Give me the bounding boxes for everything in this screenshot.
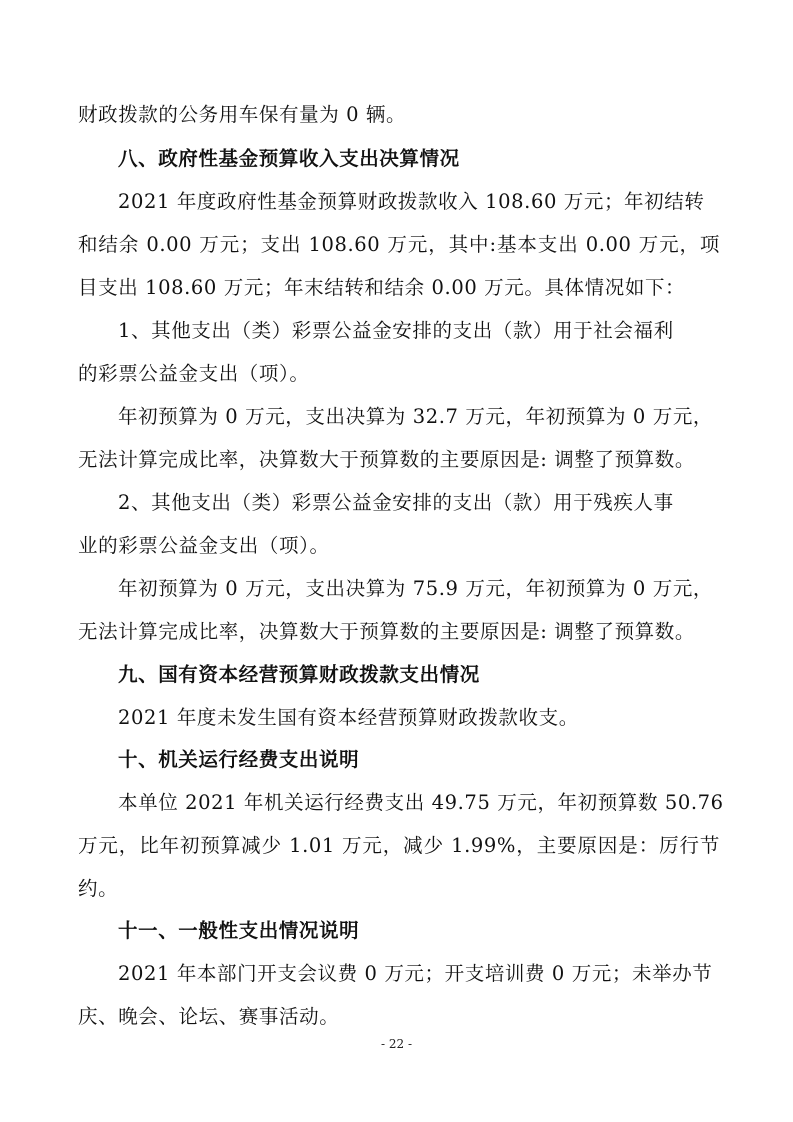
paragraph-line: 无法计算完成比率，决算数大于预算数的主要原因是: 调整了预算数。: [78, 620, 695, 643]
paragraph-line: 庆、晚会、论坛、赛事活动。: [78, 1005, 340, 1028]
paragraph-line: 无法计算完成比率，决算数大于预算数的主要原因是: 调整了预算数。: [78, 448, 695, 471]
paragraph-line: 和结余 0.00 万元；支出 108.60 万元，其中:基本支出 0.00 万元，项: [78, 233, 720, 256]
paragraph-line: 年初预算为 0 万元，支出决算为 32.7 万元，年初预算为 0 万元，: [118, 405, 714, 428]
paragraph-line: 2021 年度未发生国有资本经营预算财政拨款收支。: [118, 706, 579, 729]
page-number: - 22 -: [380, 1037, 412, 1051]
paragraph-line: 1、其他支出（类）彩票公益金安排的支出（款）用于社会福利: [118, 319, 674, 342]
section-heading-8: 八、政府性基金预算收入支出决算情况: [118, 147, 460, 170]
paragraph-line: 的彩票公益金支出（项）。: [78, 362, 310, 385]
paragraph-line: 2021 年本部门开支会议费 0 万元；开支培训费 0 万元；未举办节: [118, 962, 713, 985]
section-heading-9: 九、国有资本经营预算财政拨款支出情况: [118, 663, 480, 686]
paragraph-line: 2、其他支出（类）彩票公益金安排的支出（款）用于残疾人事: [118, 491, 674, 514]
paragraph-line: 年初预算为 0 万元，支出决算为 75.9 万元，年初预算为 0 万元，: [118, 577, 714, 600]
paragraph-line: 2021 年度政府性基金预算财政拨款收入 108.60 万元；年初结转: [118, 190, 705, 213]
paragraph-line: 目支出 108.60 万元；年末结转和结余 0.00 万元。具体情况如下：: [78, 276, 686, 299]
section-heading-11: 十一、一般性支出情况说明: [118, 919, 360, 942]
paragraph-line: 约。: [78, 877, 119, 900]
paragraph-line: 财政拨款的公务用车保有量为 0 辆。: [78, 103, 407, 126]
section-heading-10: 十、机关运行经费支出说明: [118, 748, 360, 771]
paragraph-line: 万元，比年初预算减少 1.01 万元，减少 1.99%，主要原因是：厉行节: [78, 834, 720, 857]
paragraph-line: 业的彩票公益金支出（项）。: [78, 534, 330, 557]
paragraph-line: 本单位 2021 年机关运行经费支出 49.75 万元，年初预算数 50.76: [118, 791, 724, 814]
